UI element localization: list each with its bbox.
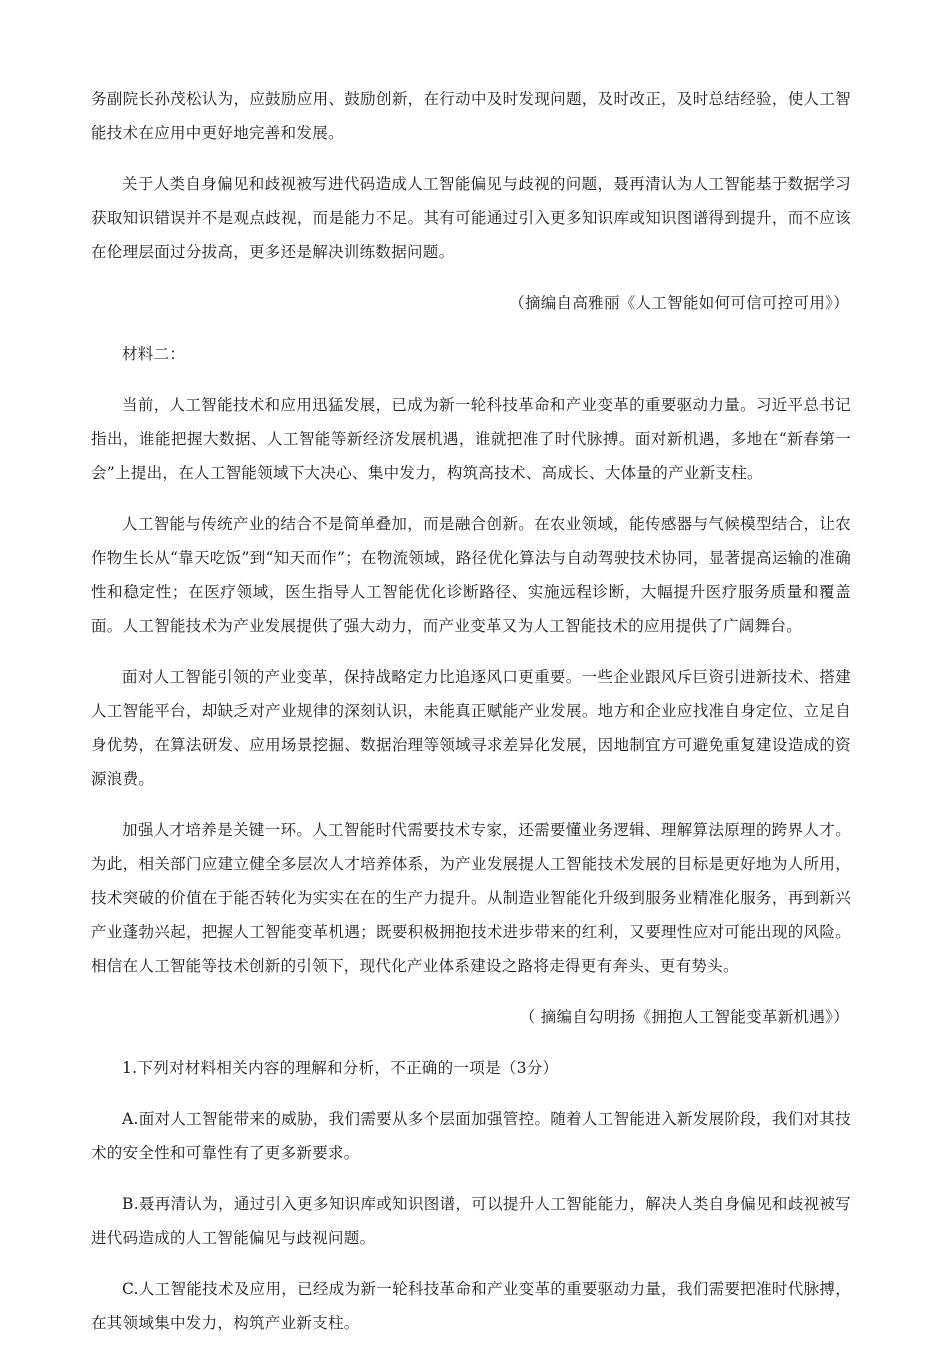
question-1: 1.下列对材料相关内容的理解和分析，不正确的一项是（3分）: [122, 1059, 559, 1077]
option-b: B.聂再清认为，通过引入更多知识库或知识图谱，可以提升人工智能能力，解决人类自身偏见和歧视被写进代码造成的人工智能偏见与歧视问题。: [91, 1195, 851, 1247]
paragraph-ai-development: 当前，人工智能技术和应用迅猛发展，已成为新一轮科技革命和产业变革的重要驱动力量。习近平总书记指出，谁能把握大数据、人工智能等新经济发展机遇，谁就把准了时代脉搏。面对新机遇，多地在“新春第一会”上提出，在人工智能领域下大决心、集中发力，构筑高技术、高成长、大体量的产业新支柱。: [91, 396, 851, 482]
paragraph-ai-integration: 人工智能与传统产业的结合不是简单叠加，而是融合创新。在农业领域，能传感器与气候模型结合，让农作物生长从“靠天吃饭”到“知天而作”；在物流领域，路径优化算法与自动驾驶技术协同，显著提高运输的准确性和稳定性；在医疗领域，医生指导人工智能优化诊断路径、实施远程诊断，大幅提升医疗服务质量和覆盖面。人工智能技术为产业发展提供了强大动力，而产业变革又为人工智能技术的应用提供了广阔舞台。: [91, 515, 851, 635]
option-a: A.面对人工智能带来的威胁，我们需要从多个层面加强管控。随着人工智能进入新发展阶段，我们对其技术的安全性和可靠性有了更多新要求。: [91, 1110, 851, 1162]
paragraph-continuation: 务副院长孙茂松认为，应鼓励应用、鼓励创新，在行动中及时发现问题，及时改正，及时总结经验，使人工智能技术在应用中更好地完善和发展。: [91, 90, 851, 142]
paragraph-strategic-focus: 面对人工智能引领的产业变革，保持战略定力比追逐风口更重要。一些企业跟风斥巨资引进新技术、搭建人工智能平台，却缺乏对产业规律的深刻认识，未能真正赋能产业发展。地方和企业应找准自身定位、立足自身优势，在算法研发、应用场景挖掘、数据治理等领域寻求差异化发展，因地制宜方可避免重复建设造成的资源浪费。: [91, 668, 851, 788]
source-citation-1: （摘编自高雅丽《人工智能如何可信可控可用》）: [509, 294, 849, 312]
paragraph-talent-cultivation: 加强人才培养是关键一环。人工智能时代需要技术专家，还需要懂业务逻辑、理解算法原理的跨界人才。为此，相关部门应建立健全多层次人才培养体系，为产业发展提人工智能技术发展的目标是更好地为人所用，技术突破的价值在于能否转化为实实在在的生产力提升。从制造业智能化升级到服务业精准化服务，再到新兴产业蓬勃兴起，把握人工智能变革机遇；既要积极拥抱技术进步带来的红利，又要理性应对可能出现的风险。相信在人工智能等技术创新的引领下，现代化产业体系建设之路将走得更有奔头、更有势头。: [91, 821, 851, 975]
material-two-heading: 材料二：: [122, 345, 186, 363]
source-citation-2: （ 摘编自勾明扬《拥抱人工智能变革新机遇》）: [519, 1008, 849, 1026]
paragraph-bias-discussion: 关于人类自身偏见和歧视被写进代码造成人工智能偏见与歧视的问题，聂再清认为人工智能基于数据学习获取知识错误并不是观点歧视，而是能力不足。其有可能通过引入更多知识库或知识图谱得到提升，而不应该在伦理层面过分拔高，更多还是解决训练数据问题。: [91, 175, 851, 261]
option-c: C.人工智能技术及应用，已经成为新一轮科技革命和产业变革的重要驱动力量，我们需要把准时代脉搏，在其领域集中发力，构筑产业新支柱。: [91, 1280, 851, 1332]
document-page: [91, 82, 851, 1357]
